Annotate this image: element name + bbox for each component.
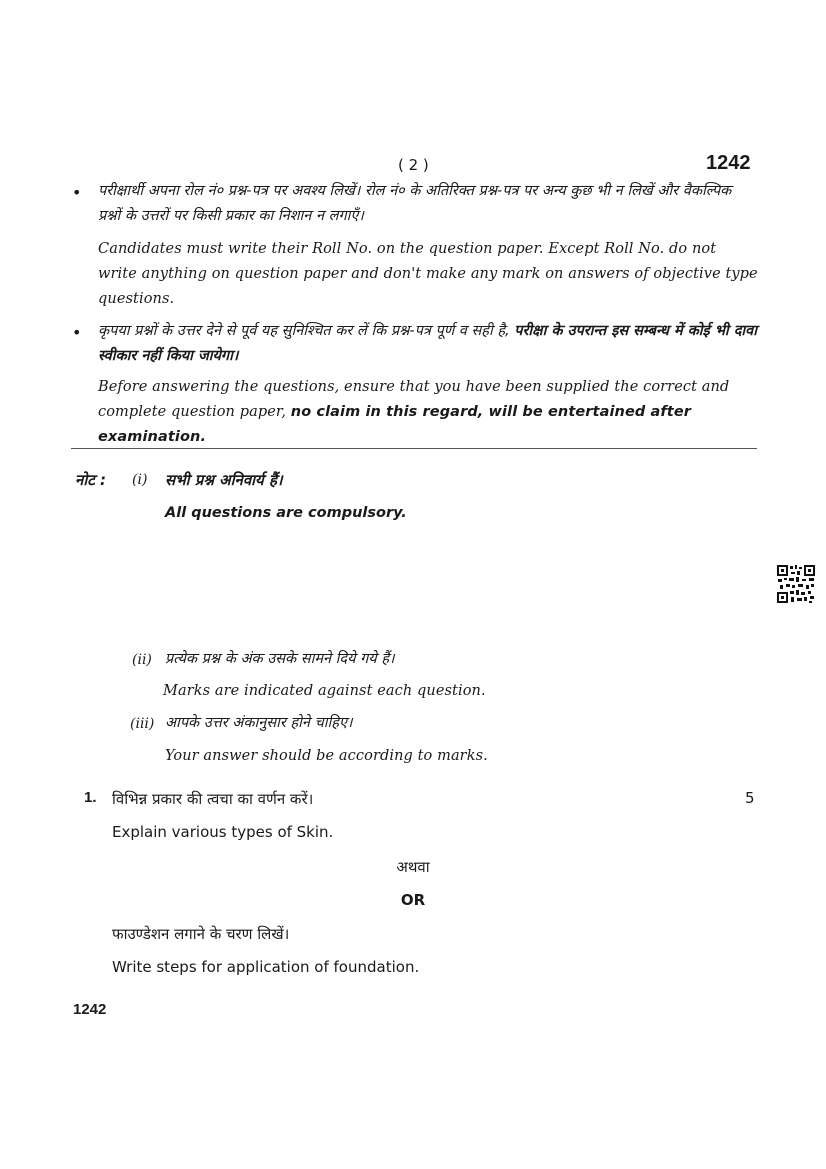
note-item-3-num: (iii)	[130, 716, 155, 732]
note-item-2-hindi: प्रत्येक प्रश्न के अंक उसके सामने दिये गये हैं।	[165, 651, 395, 667]
instruction-2-english-bold: no claim in this regard, will be entertained after examination.	[98, 404, 692, 445]
note-label: नोट :	[75, 471, 106, 489]
question-1-alt-english: Write steps for application of foundation.	[112, 958, 420, 976]
question-1-alt-hindi: फाउण्डेशन लगाने के चरण लिखें।	[112, 925, 290, 943]
or-english: OR	[400, 891, 426, 909]
paper-code-top: 1242	[706, 152, 751, 174]
note-item-3-english: Your answer should be according to marks.	[165, 748, 488, 764]
note-item-2-english: Marks are indicated against each question.	[163, 683, 486, 699]
note-item-3-hindi: आपके उत्तर अंकानुसार होने चाहिए।	[165, 715, 353, 731]
question-1-hindi: विभिन्न प्रकार की त्वचा का वर्णन करें।	[112, 790, 314, 808]
qr-code-icon	[776, 564, 816, 604]
bullet-icon: •	[72, 183, 82, 202]
question-1-number: 1.	[84, 789, 97, 806]
instruction-1-hindi: परीक्षार्थी अपना रोल नं० प्रश्न-पत्र पर अवश्य लिखें। रोल नं० के अतिरिक्त प्रश्न-पत्र पर अन्य कुछ भी न लिखें और वैकल्पिक प्रश्नों के उत्तरों पर किसी प्रकार का निशान न लगाएँ।	[98, 183, 732, 224]
instruction-2-hindi-text: कृपया प्रश्नों के उत्तर देने से पूर्व यह सुनिश्चित कर लें कि प्रश्न-पत्र पूर्ण व सही है,	[98, 323, 510, 339]
instruction-2-english-text: Before answering the questions, ensure that you have been supplied the correct and complete question paper,	[98, 379, 730, 420]
instruction-2-hindi	[98, 319, 758, 369]
note-item-1-num: (i)	[132, 472, 148, 488]
question-1-english: Explain various types of Skin.	[112, 823, 334, 841]
note-item-2-num: (ii)	[132, 652, 152, 668]
instruction-1-english: Candidates must write their Roll No. on the question paper. Except Roll No. do not write anything on question paper and don't make any mark on answers of objective type questions.	[98, 241, 758, 307]
question-1-marks: 5	[745, 789, 755, 807]
instruction-2-hindi-bold: परीक्षा के उपरान्त इस सम्बन्ध में कोई भी दावा स्वीकार नहीं किया जायेगा।	[98, 323, 757, 364]
section-divider	[71, 448, 757, 449]
paper-code-bottom: 1242	[73, 1001, 107, 1018]
instruction-2-english	[98, 375, 758, 450]
or-hindi: अथवा	[396, 858, 430, 876]
page-number: ( 2 )	[398, 156, 429, 174]
note-item-1-english: All questions are compulsory.	[165, 505, 407, 521]
bullet-icon: •	[72, 323, 82, 342]
note-item-1-hindi: सभी प्रश्न अनिवार्य हैं।	[165, 471, 283, 489]
